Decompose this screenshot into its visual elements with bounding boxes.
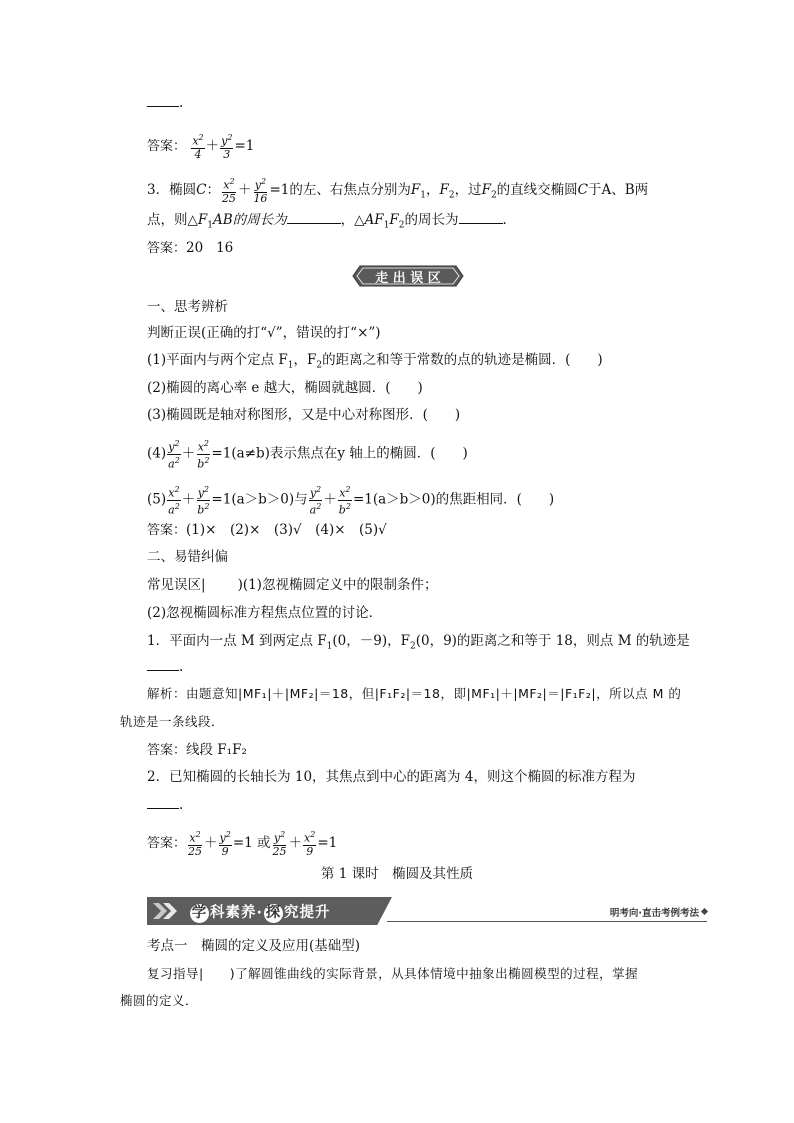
answer-3: 答案：20 16: [147, 240, 234, 256]
judge-item-3: (3)椭圆既是轴对称图形，又是中心对称图形．( ): [147, 407, 461, 423]
section-1-intro: 判断正误(正确的打“√”，错误的打“×”): [147, 325, 381, 341]
review-guide: 复习指导| )了解圆锥曲线的实际背景，从具体情境中抽象出椭圆模型的过程，掌握: [147, 966, 639, 981]
chevron-right-icon: [153, 903, 179, 919]
lesson-title: 第 1 课时 椭圆及其性质: [320, 866, 474, 882]
question-3-line2: 点，则$\triangle F_1AB$的周长为 ，$\triangle AF_1F_2$的周长为 .: [147, 212, 507, 231]
question-3: 3．椭圆C： $\frac{x^2}{25}$ ＋ $\frac{y^2}{16}$ =1的左、右焦点分别为$F_1$，$F_2$，过$F_2$的直线交椭圆C于A、B两: [147, 177, 649, 205]
section-banner-literacy: 学 科素养· 探 究提升 明考向·直击考例考法: [147, 897, 707, 925]
judge-item-2: (2)椭圆的离心率 e 越大，椭圆就越圆．( ): [147, 380, 423, 396]
banner-subtitle: 明考向·直击考例考法: [609, 908, 699, 919]
frac-x2-4: $\frac{x^2}{4}$: [192, 133, 204, 161]
blank-line-top: .: [147, 93, 183, 113]
judge-item-5: (5) $\frac{x^2}{a^2}$ ＋ $\frac{y^2}{b^2}$ =1(a＞b＞0)与 $\frac{y^2}{a^2}$ ＋ $\frac{x^2}{b^2}$ =1(a＞b＞0)的焦距相同．( ): [147, 485, 555, 517]
review-guide-2: 椭圆的定义．: [120, 993, 199, 1008]
judge-item-1: (1)平面内与两个定点 $F_1$，$F_2$的距离之和等于常数的点的轨迹是椭圆．( ): [147, 352, 603, 371]
key-point-1: 考点一 椭圆的定义及应用(基础型): [147, 938, 361, 954]
analysis-text: 解析：由题意知|MF₁|＋|MF₂|＝18，但|F₁F₂|＝18，即|MF₁|＋|MF₂|＝|F₁F₂|，所以点 M 的: [147, 686, 682, 701]
section-banner-mistakes: 走 出 误 区: [352, 265, 464, 287]
problem-2: 2．已知椭圆的长轴长为 10，其焦点到中心的距离为 4，则这个椭圆的标准方程为: [147, 769, 636, 785]
section-1-title: 一、思考辨析: [147, 299, 228, 315]
judge-item-4: (4) $\frac{y^2}{a^2}$ ＋ $\frac{x^2}{b^2}$ =1(a≠b)表示焦点在y 轴上的椭圆．( ): [147, 439, 468, 471]
blank-line-p1: .: [147, 657, 183, 677]
frac-y2-3: $\frac{y^2}{3}$: [221, 133, 233, 161]
problem-1: 1．平面内一点 M 到两定点 $F_1(0$，－9)，$F_2(0$，9)的距离之和等于 18，则点 M 的轨迹是: [147, 633, 690, 652]
common-errors: 常见误区| )(1)忽视椭圆定义中的限制条件；: [147, 577, 438, 593]
section-2-title: 二、易错纠偏: [147, 549, 228, 565]
blank-line-p2: .: [147, 795, 183, 815]
answer-1: 答案： $\frac{x^2}{4}$ ＋ $\frac{y^2}{3}$ =1: [147, 133, 255, 161]
answer-p1: 答案：线段 F₁F₂: [147, 742, 247, 758]
analysis-text-2: 轨迹是一条线段．: [120, 714, 225, 729]
answer-p2: 答案： $\frac{x^2}{25}$ ＋ $\frac{y^2}{9}$ =1 或 $\frac{y^2}{25}$ ＋ $\frac{x^2}{9}$ =1: [147, 830, 338, 858]
common-errors-2: (2)忽视椭圆标准方程焦点位置的讨论．: [147, 605, 383, 621]
diamond-icon: [701, 908, 708, 915]
answer-judge: 答案：(1)× (2)× (3)√ (4)× (5)√: [147, 522, 387, 538]
